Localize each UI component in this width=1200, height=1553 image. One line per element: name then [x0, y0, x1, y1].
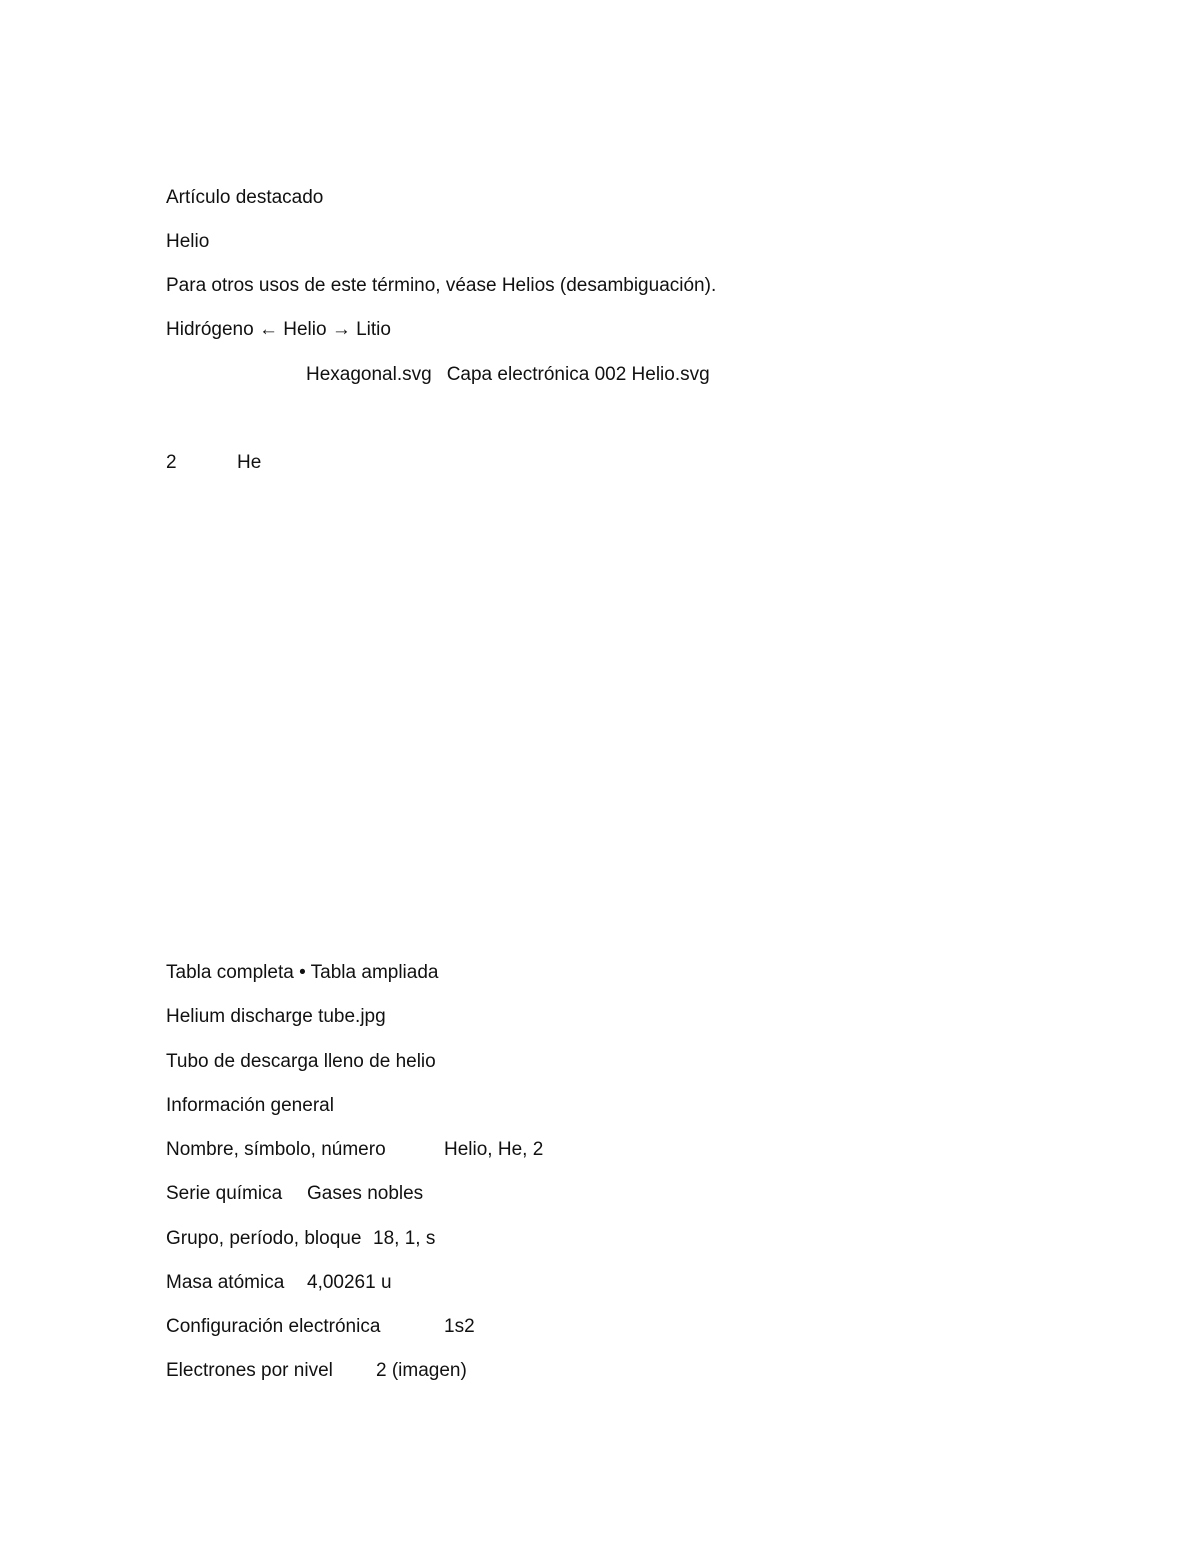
images-row: [306, 363, 710, 387]
hexagonal-image-link[interactable]: Hexagonal.svg: [306, 364, 432, 385]
discharge-tube-image-link[interactable]: Helium discharge tube.jpg: [166, 1006, 386, 1027]
element-header: [166, 451, 261, 475]
element-symbol: He: [237, 452, 262, 473]
current-element: Helio: [283, 319, 327, 340]
prev-element-link[interactable]: Hidrógeno: [166, 319, 254, 340]
full-table-link[interactable]: Tabla completa: [166, 962, 294, 983]
info-row: [166, 1359, 467, 1383]
disambiguation-note[interactable]: Para otros usos de este término, véase Helios (desambiguación).: [166, 275, 717, 296]
article-title: Helio: [166, 231, 210, 252]
element-navigation: [166, 318, 391, 342]
info-value: Helio, He, 2: [444, 1139, 544, 1160]
atomic-number: 2: [166, 452, 177, 473]
info-row: [166, 1138, 543, 1162]
left-arrow-icon: ←: [258, 319, 278, 340]
image-caption: Tubo de descarga lleno de helio: [166, 1051, 436, 1072]
info-value: 2 (imagen): [376, 1360, 467, 1381]
extended-table-link[interactable]: Tabla ampliada: [310, 962, 439, 983]
info-row: [166, 1271, 392, 1295]
featured-article-label: Artículo destacado: [166, 187, 324, 208]
next-element-link[interactable]: Litio: [356, 319, 391, 340]
info-value[interactable]: Gases nobles: [307, 1183, 424, 1204]
info-label: Electrones por nivel: [166, 1360, 333, 1381]
info-row: [166, 1315, 475, 1339]
bullet-separator: •: [299, 962, 306, 983]
electron-shell-image-link[interactable]: Capa electrónica 002 Helio.svg: [446, 364, 710, 385]
info-row: [166, 1182, 423, 1206]
info-value: 4,00261 u: [307, 1272, 392, 1293]
info-row: [166, 1227, 435, 1251]
info-label[interactable]: Grupo, período, bloque: [166, 1228, 362, 1249]
right-arrow-icon: →: [331, 319, 351, 340]
info-label[interactable]: Configuración electrónica: [166, 1316, 381, 1337]
info-label[interactable]: Serie química: [166, 1183, 283, 1204]
table-links: [166, 961, 438, 985]
info-label[interactable]: Nombre, símbolo, número: [166, 1139, 386, 1160]
info-value: 1s2: [444, 1316, 475, 1337]
info-value: 18, 1, s: [373, 1228, 436, 1249]
info-label[interactable]: Masa atómica: [166, 1272, 285, 1293]
general-info-heading: Información general: [166, 1095, 334, 1116]
